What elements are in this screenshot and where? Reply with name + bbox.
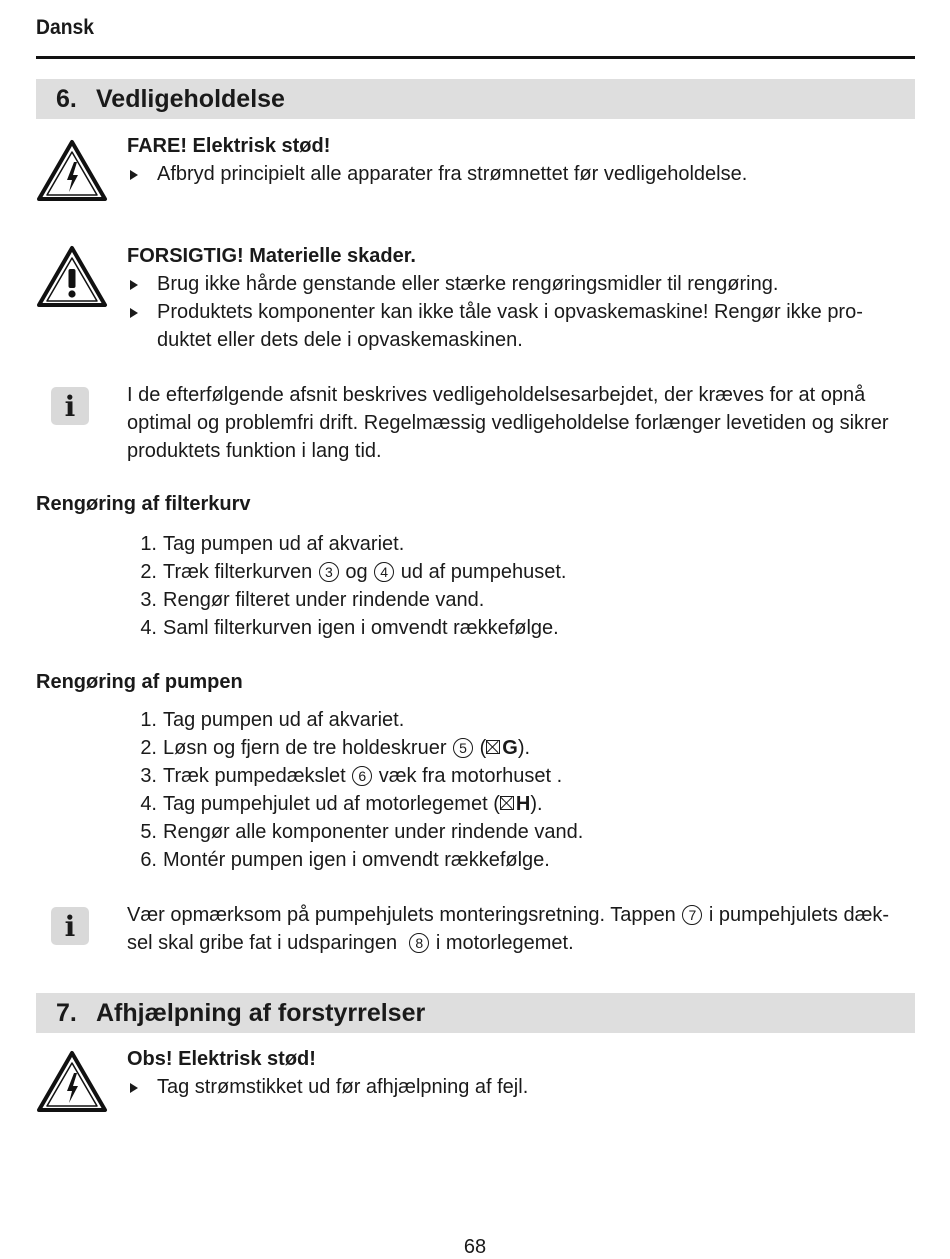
note-line: optimal og problemfri drift. Regelmæssig vedligeholdelse forlænger levetiden og sikrer (127, 412, 889, 434)
figure-reference: G (502, 737, 518, 759)
info-icon: i (51, 387, 89, 425)
bullet-arrow-icon (130, 170, 138, 180)
caution-bullet: Produktets komponenter kan ikke tåle vask i opvaskemaskine! Rengør ikke pro- duktet eller dets dele i opvaskemaskinen. (127, 298, 915, 354)
material-damage-caution (36, 242, 915, 352)
section-title: Afhjælpning af forstyrrelser (96, 998, 426, 1027)
note-line: I de efterfølgende afsnit beskrives vedligeholdelsesarbejdet, der kræves for at opnå (127, 384, 866, 406)
warning-heading: Obs! Elektrisk stød! (127, 1048, 316, 1070)
caution-bullet: Brug ikke hårde genstande eller stærke rengøringsmidler til rengøring. (127, 270, 915, 298)
pump-cleaning-heading: Rengøring af pumpen (36, 671, 243, 693)
warning-bullet: Tag strømstikket ud før afhjælpning af fejl. (127, 1073, 915, 1101)
list-item: 5. Rengør alle komponenter under rindende vand. (140, 821, 584, 843)
high-voltage-warning-icon (36, 138, 108, 202)
warning-bullet: Afbryd principielt alle apparater fra strømnettet før vedligeholdelse. (127, 160, 915, 188)
page-number: 68 (463, 1236, 487, 1258)
note-line: Vær opmærksom på pumpehjulets monteringsretning. Tappen 7 i pumpehjulets dæk- (127, 904, 890, 926)
list-item: 2. Træk filterkurven 3 og 4 ud af pumpehuset. (140, 561, 567, 583)
high-voltage-warning-icon (36, 1049, 108, 1113)
section-title: Vedligeholdelse (96, 84, 285, 113)
maintenance-info-note (36, 381, 915, 471)
part-number-badge: 3 (319, 562, 339, 582)
part-number-badge: 8 (409, 933, 429, 953)
bullet-arrow-icon (130, 308, 138, 318)
list-item: 3. Rengør filteret under rindende vand. (140, 589, 485, 611)
pump-cleaning-steps (120, 706, 583, 874)
note-line: sel skal gribe fat i udsparingen 8 i motorlegemet. (127, 932, 574, 954)
electric-shock-warning (36, 132, 915, 202)
caution-heading: FORSIGTIG! Materielle skader. (127, 245, 416, 267)
filter-cleaning-heading: Rengøring af filterkurv (36, 493, 251, 515)
info-icon: i (51, 907, 89, 945)
list-item: 1. Tag pumpen ud af akvariet. (140, 533, 405, 555)
part-number-badge: 6 (352, 766, 372, 786)
list-item: 6. Montér pumpen igen i omvendt rækkefølge. (140, 849, 550, 871)
filter-cleaning-steps (120, 530, 566, 642)
warning-heading: FARE! Elektrisk stød! (127, 135, 331, 157)
figure-reference-icon (500, 796, 514, 810)
impeller-info-note (36, 901, 915, 961)
bullet-arrow-icon (130, 280, 138, 290)
header-rule (36, 56, 915, 59)
list-item: 4. Tag pumpehjulet ud af motorlegemet ( H). (140, 793, 543, 815)
note-line: produktets funktion i lang tid. (127, 440, 382, 462)
caution-exclamation-icon (36, 244, 108, 308)
section-6-header (36, 79, 915, 119)
electric-shock-warning (36, 1045, 915, 1115)
part-number-badge: 4 (374, 562, 394, 582)
section-number: 6. (56, 84, 77, 113)
section-7-header (36, 993, 915, 1033)
part-number-badge: 5 (453, 738, 473, 758)
list-item: 2. Løsn og fjern de tre holdeskruer 5 ( G). (140, 737, 531, 759)
list-item: 1. Tag pumpen ud af akvariet. (140, 709, 405, 731)
bullet-arrow-icon (130, 1083, 138, 1093)
list-item: 4. Saml filterkurven igen i omvendt rækkefølge. (140, 617, 559, 639)
part-number-badge: 7 (682, 905, 702, 925)
section-number: 7. (56, 998, 77, 1027)
figure-reference-icon (486, 740, 500, 754)
list-item: 3. Træk pumpedækslet 6 væk fra motorhuset . (140, 765, 563, 787)
figure-reference: H (515, 793, 531, 815)
page-language-label: Dansk (36, 16, 94, 39)
